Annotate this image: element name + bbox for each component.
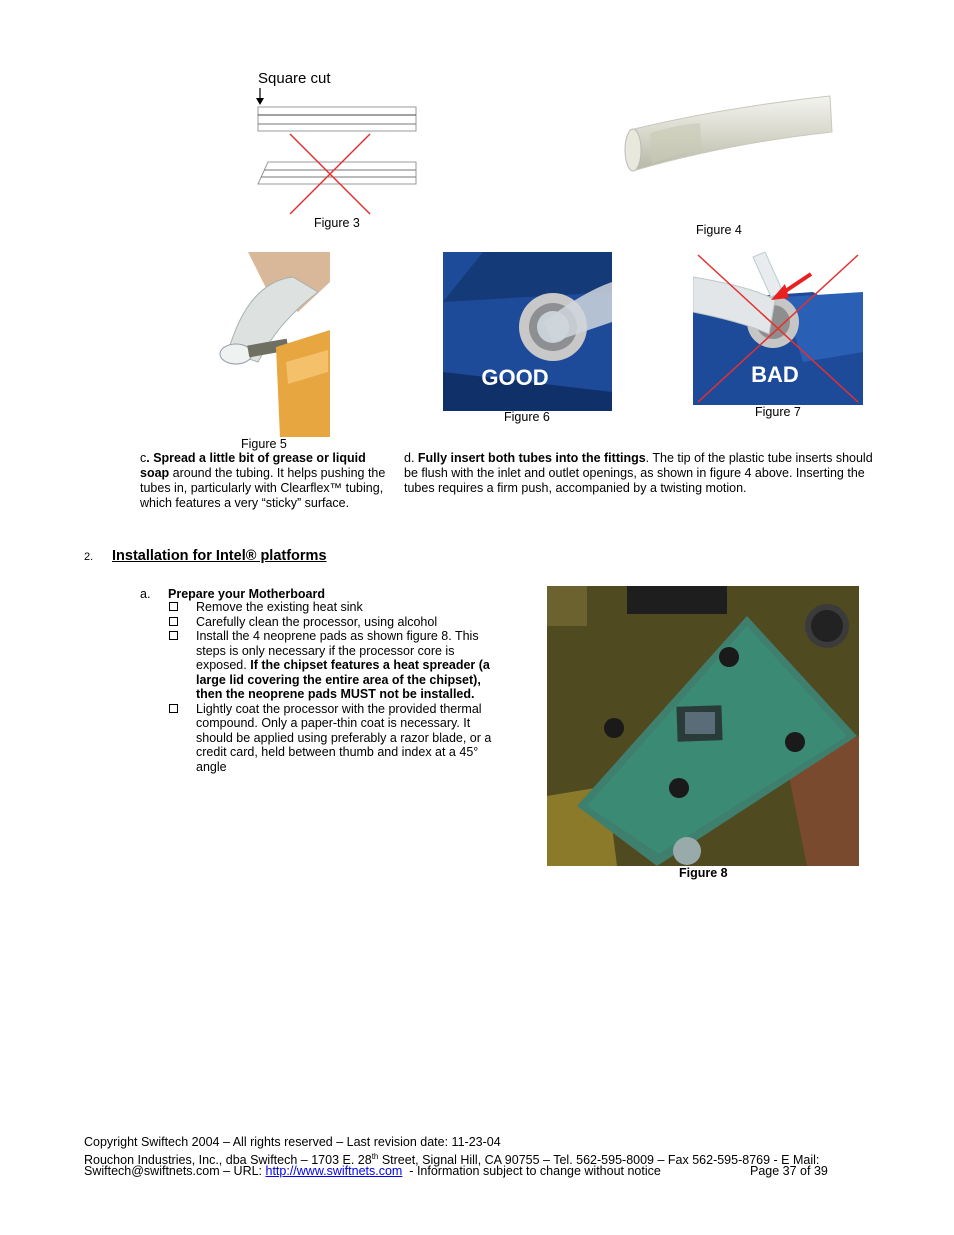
list-item-text: Remove the existing heat sink bbox=[196, 600, 363, 614]
step-d-text: . The tip of the plastic tube inserts should be flush with the inlet and outlet openings, as shown in figure 4 above. Inserting the tubes requires a firm push, accompanied by a twisting motion. bbox=[404, 451, 873, 495]
figure-6-caption: Figure 6 bbox=[504, 410, 550, 424]
section-2-number: 2. bbox=[84, 551, 94, 563]
figure-7-bad-photo bbox=[693, 252, 863, 405]
figure-3-label: Square cut bbox=[258, 70, 331, 87]
figure-4-tube-photo bbox=[620, 88, 835, 178]
step-c-bold: . Spread a little bit of grease or liquid soap bbox=[140, 451, 366, 480]
footer-superscript: th bbox=[371, 1152, 379, 1161]
sub-a-letter: a. bbox=[140, 587, 151, 601]
list-item-bold-text: If the chipset features a heat spreader (a large lid covering the entire area of the chipset), then the neoprene pads MUST not be installed. bbox=[196, 658, 490, 701]
list-item bbox=[168, 702, 498, 775]
list-item bbox=[168, 629, 498, 702]
list-item-text: Carefully clean the processor, using alcohol bbox=[196, 614, 438, 629]
checkbox-bullet-icon bbox=[169, 602, 178, 611]
website-link[interactable]: http://www.swiftnets.com bbox=[265, 1164, 403, 1178]
footer-email: Swiftech@swiftnets.com – URL: bbox=[84, 1164, 266, 1178]
checkbox-bullet-icon bbox=[169, 631, 178, 640]
footer-address-end: Street, Signal Hill, CA 90755 – Tel. 562-595-8009 – Fax 562-595-8769 - E Mail: bbox=[378, 1153, 820, 1168]
step-d-bold: Fully insert both tubes into the fittings bbox=[417, 451, 646, 465]
figure-3-caption: Figure 3 bbox=[314, 216, 360, 230]
footer-copyright: Copyright Swiftech 2004 – All rights reserved – Last revision date: 11-23-04 bbox=[84, 1135, 501, 1149]
figure-6-good-photo bbox=[443, 252, 612, 411]
footer-notice: - Information subject to change without notice bbox=[402, 1164, 661, 1178]
section-2-title: Installation for Intel® platforms bbox=[112, 548, 327, 564]
prepare-motherboard-list bbox=[168, 600, 498, 774]
figure-7-caption: Figure 7 bbox=[755, 405, 801, 419]
checkbox-bullet-icon bbox=[169, 704, 178, 713]
sub-a-title: Prepare your Motherboard bbox=[168, 587, 325, 601]
step-c-paragraph bbox=[140, 451, 390, 511]
figure-4-caption: Figure 4 bbox=[696, 223, 742, 237]
figure-3-diagram bbox=[250, 86, 425, 216]
footer-contact bbox=[84, 1164, 661, 1179]
step-c-prefix: c bbox=[140, 451, 147, 465]
checkbox-bullet-icon bbox=[169, 617, 178, 626]
figure-5-grease-photo bbox=[208, 252, 330, 437]
list-item-text: Lightly coat the processor with the provided thermal compound. Only a paper-thin coat is necessary. It should be applied using preferably a razor blade, or a credit card, held between thumb and index at a 45° angle bbox=[196, 701, 492, 774]
figure-8-caption: Figure 8 bbox=[679, 866, 728, 880]
figure-8-motherboard-photo bbox=[547, 586, 859, 866]
list-item bbox=[168, 600, 498, 615]
step-d-paragraph bbox=[404, 451, 879, 496]
footer-address-start: Rouchon Industries, Inc., dba Swiftech – 1703 E. 28 bbox=[84, 1153, 372, 1168]
step-c-text: around the tubing. It helps pushing the tubes in, particularly with Clearflex™ tubing, which features a very “sticky” surface. bbox=[140, 466, 386, 510]
step-d-prefix: d. bbox=[404, 451, 418, 465]
page-number: Page 37 of 39 bbox=[750, 1164, 828, 1178]
figure-7-stamp: BAD bbox=[751, 362, 799, 387]
figure-6-stamp: GOOD bbox=[481, 365, 549, 390]
list-item-text: Install the 4 neoprene pads as shown figure 8. This steps is only necessary if the processor core is exposed. bbox=[196, 629, 479, 672]
figure-5-caption: Figure 5 bbox=[241, 437, 287, 451]
list-item bbox=[168, 615, 498, 630]
